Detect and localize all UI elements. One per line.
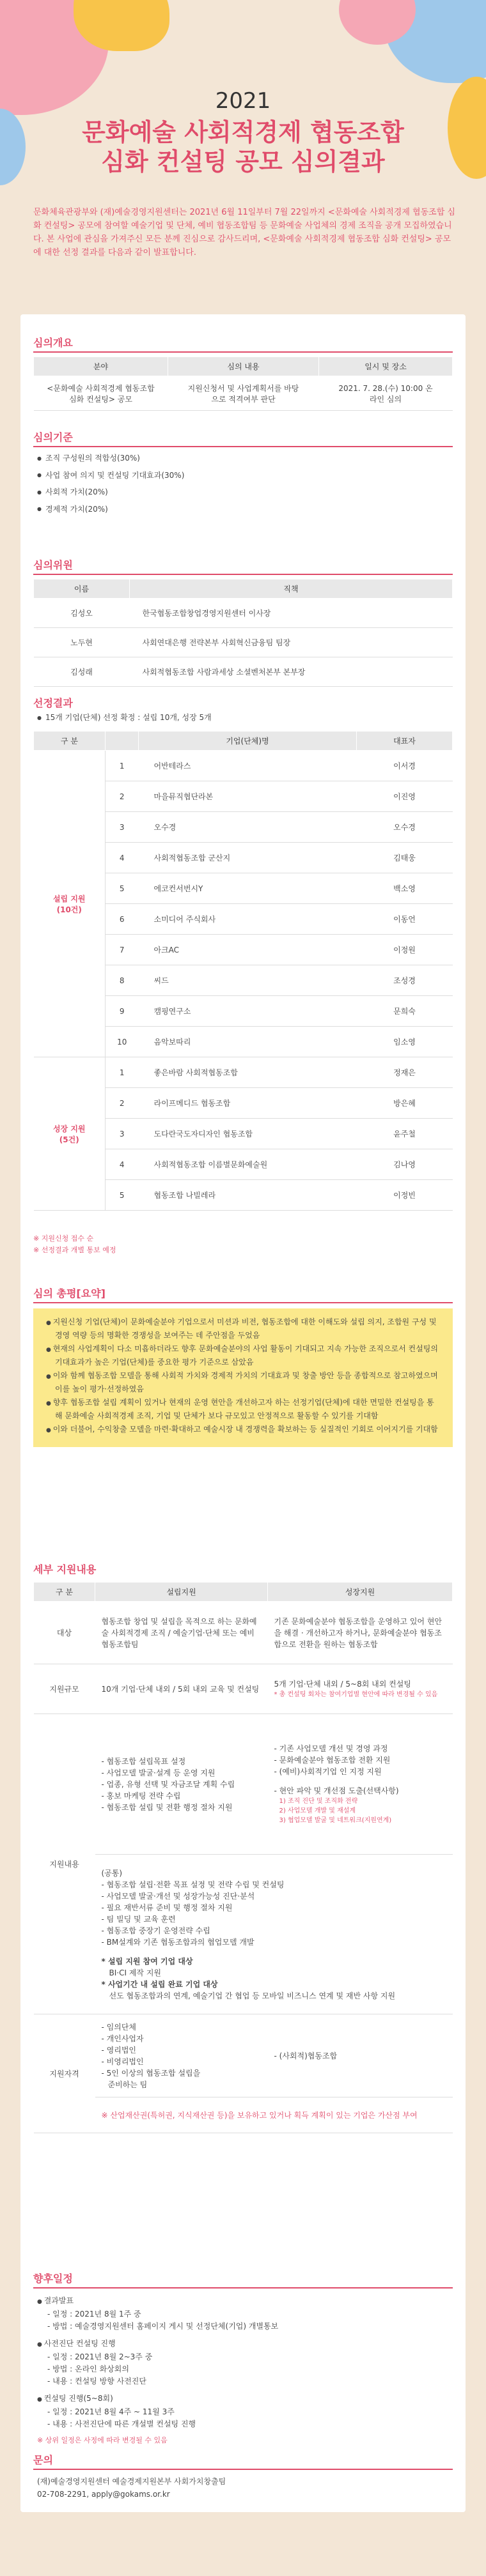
row-number: 4: [106, 1149, 139, 1180]
representative: 이동언: [357, 904, 453, 935]
section-divider: [33, 446, 453, 447]
table-cell: <문화예술 사회적경제 협동조합 심화 컨설팅> 공모: [34, 376, 168, 411]
selected-notes: [33, 1233, 116, 1256]
group-label-line: 성장 지원: [52, 1124, 86, 1133]
schedule-item: - 방법 : 예술경영지원센터 홈페이지 게시 및 선정단체(기업) 개별통보: [47, 2322, 279, 2331]
cell-text: - 개인사업자: [101, 2034, 144, 2043]
content-card: [20, 314, 466, 2512]
table-cell: 노두현: [34, 628, 130, 657]
table-cell: 한국협동조합창업경영지원센터 이사장: [130, 599, 453, 628]
section-title-committee: 심의위원: [33, 559, 73, 571]
row-label: 지원규모: [34, 1664, 95, 1714]
row-number: 5: [106, 1180, 139, 1211]
cell-text: - (예비)사회적기업 인 지정 지원: [274, 1767, 382, 1776]
row-label: 대상: [34, 1602, 95, 1664]
cell-note: * 총 컨설팅 회차는 참여기업별 현안에 따라 변경될 수 있음: [274, 1691, 438, 1698]
representative: 이정원: [357, 935, 453, 965]
section-title-overview: 심의개요: [33, 337, 73, 349]
row-number: 5: [106, 873, 139, 904]
section-title-criteria: 심의기준: [33, 431, 73, 443]
table-cell: [95, 2014, 268, 2097]
cell-note: 1) 조직 진단 및 조직화 전략: [279, 1798, 358, 1805]
list-item: ● 지원신청 기업(단체)이 문화예술분야 기업으로서 미션과 비전, 협동조합에 대한 이해도와 설립 의지, 조합원 구성 및 경영 역량 등의 명확한 경쟁성을 보여주는 데 주안점을 두었음: [46, 1316, 440, 1342]
company-name: 캠핑연구소: [139, 996, 357, 1027]
cell-text: - 사업모델 발굴·개선 및 성장가능성 진단·분석: [101, 1891, 255, 1901]
section-title-review: 심의 총평[요약]: [33, 1287, 106, 1300]
table-header: 이름: [34, 579, 130, 599]
table-cell: - (사회적)협동조합: [268, 2014, 453, 2097]
table-cell: 기존 문화예술분야 협동조합을 운영하고 있어 현안을 해결 · 개선하고자 하거나, 문화예술분야 협동조합으로 전환을 원하는 협동조합: [268, 1602, 453, 1664]
group-label: [34, 1057, 106, 1211]
table-header: [106, 732, 139, 751]
row-number: 3: [106, 812, 139, 843]
table-cell: [268, 1664, 453, 1714]
table-cell: 협동조합 창업 및 설립을 목적으로 하는 문화예술 사회적경제 조직 / 예술기업·단체 또는 예비 협동조합팀: [95, 1602, 268, 1664]
schedule-head: ● 사전진단 컨설팅 진행: [37, 2338, 446, 2351]
contact-detail: 02-708-2291, apply@gokams.or.kr: [37, 2490, 170, 2499]
row-number: 2: [106, 1088, 139, 1119]
table-header: 구 분: [34, 732, 106, 751]
list-item: ● 이와 더불어, 수익창출 모델을 마련·확대하고 예술시장 내 경쟁력을 확보하는 등 실질적인 기회로 이어지기를 기대함: [46, 1423, 440, 1437]
page-title-line2: 심화 컨설팅 공모 심의결과: [101, 148, 385, 176]
list-item: ● 이와 함께 협동조합 모델을 통해 사회적 가치와 경제적 가치의 기대효과 및 창출 방안 등을 종합적으로 참고하였으며 이를 높이 평가·선정하였음: [46, 1370, 440, 1395]
company-name: 사회적협동조합 이름별문화예술원: [139, 1149, 357, 1180]
table-header: 심의 내용: [168, 357, 319, 376]
company-name: 좋은바람 사회적협동조합: [139, 1057, 357, 1088]
table-header: 성장지원: [268, 1583, 453, 1602]
row-number: 10: [106, 1027, 139, 1057]
representative: 임소영: [357, 1027, 453, 1057]
overview-table: [33, 356, 453, 411]
representative: 김태웅: [357, 843, 453, 873]
note-text: ※ 지원신청 접수 순: [33, 1234, 94, 1243]
list-item: ● 경제적 가치(20%): [37, 501, 184, 518]
table-row: [34, 751, 453, 781]
schedule-item: - 일정 : 2021년 8월 2~3주 중: [47, 2352, 153, 2361]
company-name: 씨드: [139, 965, 357, 996]
row-number: 1: [106, 1057, 139, 1088]
cell-note: 3) 협업모델 발굴 및 네트워크(지원연계): [279, 1817, 392, 1824]
row-number: 6: [106, 904, 139, 935]
cell-text: - 홍보 마케팅 전략 수립: [101, 1791, 181, 1800]
table-cell: [95, 1714, 268, 1855]
criteria-list: [37, 450, 184, 518]
section-divider: [33, 2287, 453, 2288]
company-name: 오수경: [139, 812, 357, 843]
group-label-line: 설립 지원: [52, 894, 86, 903]
section-title-contact: 문의: [33, 2454, 53, 2466]
group-label: [34, 751, 106, 1057]
row-number: 2: [106, 781, 139, 812]
table-header: 설립지원: [95, 1583, 268, 1602]
row-number: 8: [106, 965, 139, 996]
header-banner: [0, 0, 486, 192]
table-cell: [95, 1855, 453, 2014]
company-name: 어반테라스: [139, 751, 357, 781]
list-item: ● 향후 협동조합 설립 계획이 있거나 현재의 운영 현안을 개선하고자 하는 선정기업(단체)에 대한 면밀한 컨설팅을 통해 문화예술 사회적경제 조직, 기업 및 단체가 보다 규모있고 안정적으로 활동할 수 있기를 기대함: [46, 1397, 440, 1422]
cell-text: - 협동조합 설립 및 전환 행정 절차 지원: [101, 1802, 233, 1812]
representative: 정재은: [357, 1057, 453, 1088]
representative: 이진영: [357, 781, 453, 812]
review-box: [33, 1308, 453, 1447]
section-title-support: 세부 지원내용: [33, 1563, 97, 1575]
cell-text: - 필요 재반서류 준비 및 행정 절차 지원: [101, 1903, 233, 1912]
row-number: 9: [106, 996, 139, 1027]
cell-note: 2) 사업모델 개발 및 재설계: [279, 1807, 356, 1814]
section-divider: [33, 574, 453, 575]
cell-text: - 협동조합 중장기 운영전략 수립: [101, 1926, 210, 1935]
contact-info: [37, 2475, 226, 2501]
table-cell: 사회적협동조합 사람과세상 소셜벤처본부 본부장: [130, 657, 453, 687]
intro-text: 문화체육관광부와 (재)예술경영지원센터는 2021년 6월 11일부터 7월 22일까지 <문화예술 사회적경제 협동조합 심화 컨설팅> 공모에 참여할 예술기업 및 단체, 예비 협동조합팀 등 문화예술 사업체의 경제 조직을 공개 모집하였습니다. 본 사업에 관심을 가져주신 모든 분께 진심으로 감사드리며, <문화예술 사회적경제 협동조합 심화 컨설팅> 공모에 대한 선정 결과를 다음과 같이 발표합니다.: [33, 208, 455, 257]
company-name: 음악보따리: [139, 1027, 357, 1057]
table-row: [34, 1057, 453, 1088]
company-name: 협동조합 나빌레라: [139, 1180, 357, 1211]
cell-text: - 협동조합 설립·전환 목표 설정 및 전략 수립 및 컨설팅: [101, 1880, 285, 1889]
table-header: 분야: [34, 357, 168, 376]
committee-table: [33, 579, 453, 687]
note-text: ※ 선정결과 개별 통보 예정: [33, 1246, 116, 1254]
cell-text: 5개 기업·단체 내외 / 5~8회 내외 컨설팅: [274, 1680, 411, 1689]
cell-text: - 사업모델 발굴·설계 등 운영 지원: [101, 1768, 216, 1777]
cell-text: - 기존 사업모델 개선 및 경영 과정: [274, 1744, 388, 1753]
cell-text: 준비하는 팀: [107, 2080, 148, 2089]
table-header: 구 분: [34, 1583, 95, 1602]
schedule-item: - 일정 : 2021년 8월 1주 중: [47, 2310, 141, 2319]
cell-text: * 설립 지원 참여 기업 대상: [101, 1956, 193, 1966]
company-name: 도다란국도자디자인 협동조합: [139, 1119, 357, 1149]
cell-text: - 비영리법인: [101, 2057, 144, 2066]
table-header: 일시 및 장소: [319, 357, 453, 376]
cell-text: - 영리법인: [101, 2045, 137, 2055]
contact-org: (재)예술경영지원센터 예술경제지원본부 사회가치창출팀: [37, 2477, 226, 2486]
page-title-line1: 문화예술 사회적경제 협동조합: [82, 118, 404, 146]
section-divider: [33, 1302, 453, 1303]
section-title-selected: 선정결과: [33, 697, 73, 709]
company-name: 아크AC: [139, 935, 357, 965]
company-name: 사회적협동조합 군산지: [139, 843, 357, 873]
table-cell: 10개 기업·단체 내외 / 5회 내외 교육 및 컨설팅: [95, 1664, 268, 1714]
row-number: 3: [106, 1119, 139, 1149]
schedule-item: - 방법 : 온라인 화상회의: [47, 2365, 129, 2373]
table-cell: [268, 1714, 453, 1855]
table-cell: 김성래: [34, 657, 130, 687]
schedule-item: - 일정 : 2021년 8월 4주 ~ 11월 3주: [47, 2407, 175, 2416]
cell-text: - 협동조합 설립목표 설정: [101, 1756, 186, 1766]
representative: 문희숙: [357, 996, 453, 1027]
table-cell: ※ 산업재산권(특허권, 지식재산권 등)을 보유하고 있거나 획득 계획이 있는 기업은 가산점 부여: [95, 2097, 453, 2133]
row-number: 4: [106, 843, 139, 873]
selected-summary: [37, 709, 212, 726]
schedule-note: ※ 상위 일정은 사정에 따라 변경될 수 있음: [37, 2436, 168, 2444]
row-number: 1: [106, 751, 139, 781]
table-header: 기업(단체)명: [139, 732, 357, 751]
company-name: 에코컨서번시Y: [139, 873, 357, 904]
representative: 백소영: [357, 873, 453, 904]
group-label-line: (5건): [59, 1135, 79, 1144]
cell-text: - BM설계와 기존 협동조합과의 협업모델 개발: [101, 1937, 255, 1947]
list-item: ● 조직 구성원의 적합성(30%): [37, 450, 184, 467]
table-cell: 사회연대은행 전략본부 사회혁신금융팀 팀장: [130, 628, 453, 657]
representative: 이정빈: [357, 1180, 453, 1211]
company-name: 소미디어 주식회사: [139, 904, 357, 935]
schedule-item: - 내용 : 사전진단에 따른 개설별 컨설팅 진행: [47, 2419, 196, 2428]
cell-text: BI·CI 제작 지원: [109, 1968, 162, 1977]
representative: 오수경: [357, 812, 453, 843]
list-item: ● 15개 기업(단체) 선정 확정 : 설립 10개, 성장 5개: [37, 709, 212, 726]
cell-text: - 팀 빌딩 및 교육 훈련: [101, 1914, 176, 1924]
representative: 조성경: [357, 965, 453, 996]
schedule-head: ● 컨설팅 진행(5~8회): [37, 2393, 446, 2406]
table-cell: 지원신청서 및 사업계획서를 바탕으로 적격여부 판단: [168, 376, 319, 411]
cell-text: - 현안 파악 및 개선점 도출(선택사항): [274, 1786, 399, 1795]
cell-text: 선도 협동조합과의 연계, 예술기업 간 협업 등 모바일 비즈니스 연계 및 재반 사항 지원: [109, 1991, 396, 2000]
row-label: 지원자격: [34, 2014, 95, 2133]
list-item: ● 사업 참여 의지 및 컨설팅 기대효과(30%): [37, 467, 184, 484]
company-name: 마을뮤직협단라본: [139, 781, 357, 812]
section-divider: [33, 351, 453, 353]
support-table: [33, 1582, 453, 2133]
schedule-head: ● 결과발표: [37, 2295, 446, 2308]
cell-text: - 업종, 유형 선택 및 자금조달 계획 수립: [101, 1779, 235, 1789]
representative: 김나영: [357, 1149, 453, 1180]
schedule-list: [37, 2295, 446, 2446]
row-label: 지원내용: [34, 1714, 95, 2014]
selected-table: [33, 731, 453, 1211]
cell-text: - 문화예술분야 협동조합 전환 지원: [274, 1756, 391, 1765]
representative: 이서경: [357, 751, 453, 781]
cell-text: - 임의단체: [101, 2022, 137, 2032]
schedule-item: - 내용 : 컨설팅 방향 사전진단: [47, 2377, 146, 2386]
representative: 방은혜: [357, 1088, 453, 1119]
representative: 윤주철: [357, 1119, 453, 1149]
cell-text: * 사업기간 내 설립 완료 기업 대상: [101, 1979, 218, 1989]
table-header: 직책: [130, 579, 453, 599]
group-label-line: (10건): [56, 905, 82, 914]
list-item: ● 사회적 가치(20%): [37, 484, 184, 501]
row-number: 7: [106, 935, 139, 965]
header-year: 2021: [215, 88, 271, 114]
section-title-schedule: 향후일정: [33, 2273, 73, 2285]
table-cell: 김성오: [34, 599, 130, 628]
section-divider: [33, 2469, 453, 2470]
company-name: 라이프메디드 협동조합: [139, 1088, 357, 1119]
table-header: 대표자: [357, 732, 453, 751]
cell-text: - 5인 이상의 협동조합 설립을: [101, 2068, 201, 2078]
table-cell: 2021. 7. 28.(수) 10:00 온라인 심의: [319, 376, 453, 411]
list-item: ● 현재의 사업계획이 다소 미흡하더라도 향후 문화예술분야의 사업 활동이 기대되고 지속 가능한 조직으로서 컨설팅의 기대효과가 높은 기업(단체)를 중요한 평가 기준으로 삼았음: [46, 1343, 440, 1368]
cell-text: (공통): [101, 1868, 123, 1878]
